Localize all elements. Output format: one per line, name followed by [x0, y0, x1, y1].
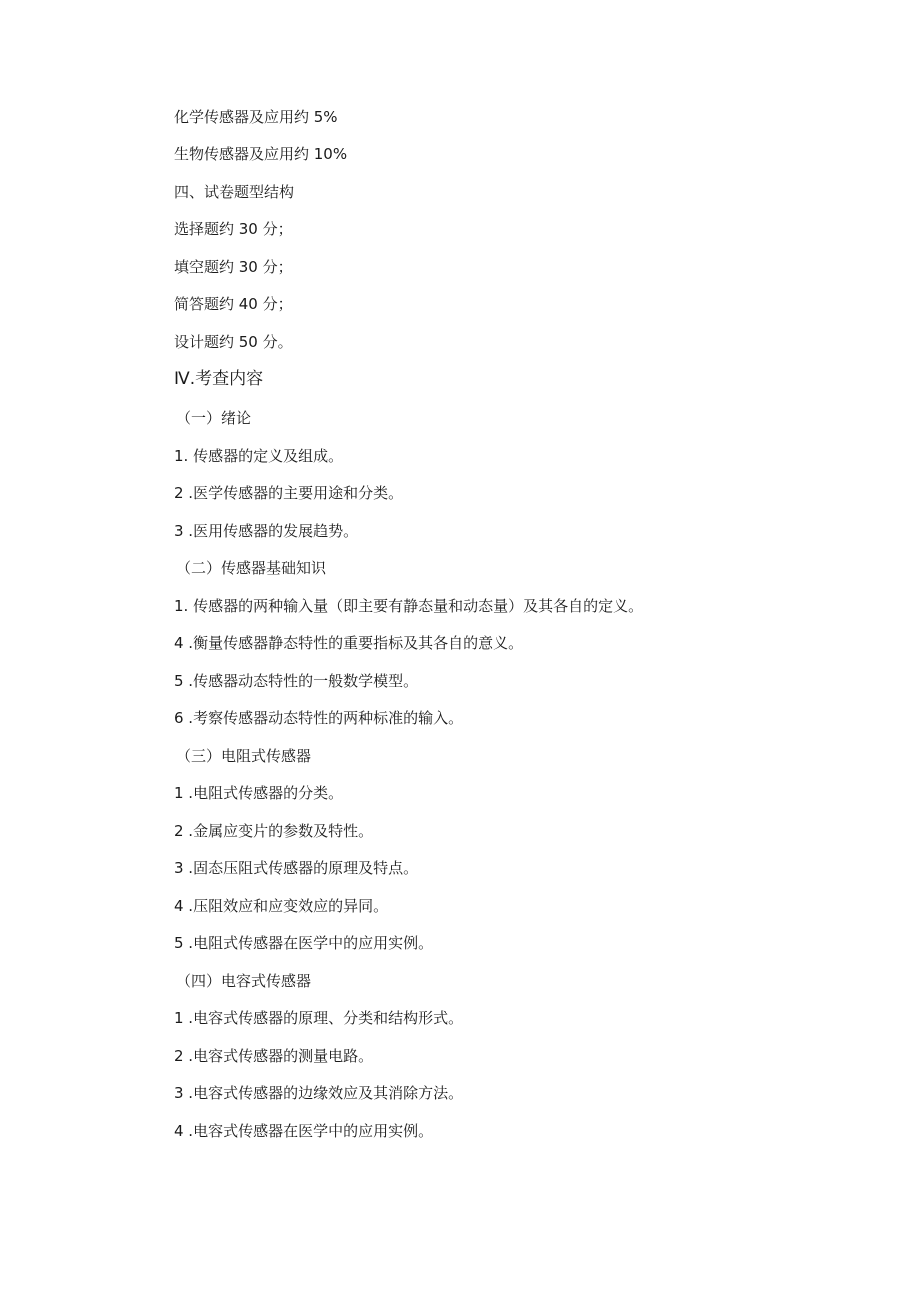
- list-item: 1. 传感器的两种输入量（即主要有静态量和动态量）及其各自的定义。: [174, 597, 644, 615]
- list-item: 6 .考察传感器动态特性的两种标准的输入。: [174, 709, 464, 727]
- text-line: 设计题约 50 分。: [174, 333, 293, 351]
- section-heading: Ⅳ.考查内容: [174, 369, 264, 389]
- list-item: 1 .电阻式传感器的分类。: [174, 784, 344, 802]
- list-item: 4 .衡量传感器静态特性的重要指标及其各自的意义。: [174, 634, 524, 652]
- list-item: 1. 传感器的定义及组成。: [174, 447, 344, 465]
- list-item: 3 .医用传感器的发展趋势。: [174, 522, 359, 540]
- text-line: 选择题约 30 分；: [174, 220, 293, 238]
- subsection-heading: （三）电阻式传感器: [176, 747, 312, 765]
- list-item: 2 .金属应变片的参数及特性。: [174, 822, 374, 840]
- list-item: 4 .压阻效应和应变效应的异同。: [174, 897, 389, 915]
- list-item: 1 .电容式传感器的原理、分类和结构形式。: [174, 1009, 464, 1027]
- subsection-heading: （二）传感器基础知识: [176, 559, 327, 577]
- list-item: 3 .电容式传感器的边缘效应及其消除方法。: [174, 1084, 464, 1102]
- text-line: 化学传感器及应用约 5%: [174, 108, 338, 126]
- list-item: 5 .传感器动态特性的一般数学模型。: [174, 672, 419, 690]
- text-line: 生物传感器及应用约 10%: [174, 145, 348, 163]
- subsection-heading: （四）电容式传感器: [176, 972, 312, 990]
- list-item: 3 .固态压阻式传感器的原理及特点。: [174, 859, 419, 877]
- subsection-heading: （一）绪论: [176, 409, 252, 427]
- list-item: 2 .电容式传感器的测量电路。: [174, 1047, 374, 1065]
- text-line: 简答题约 40 分；: [174, 295, 293, 313]
- text-line: 填空题约 30 分；: [174, 258, 293, 276]
- list-item: 2 .医学传感器的主要用途和分类。: [174, 484, 404, 502]
- section-heading: 四、试卷题型结构: [174, 183, 295, 201]
- list-item: 5 .电阻式传感器在医学中的应用实例。: [174, 934, 434, 952]
- list-item: 4 .电容式传感器在医学中的应用实例。: [174, 1122, 434, 1140]
